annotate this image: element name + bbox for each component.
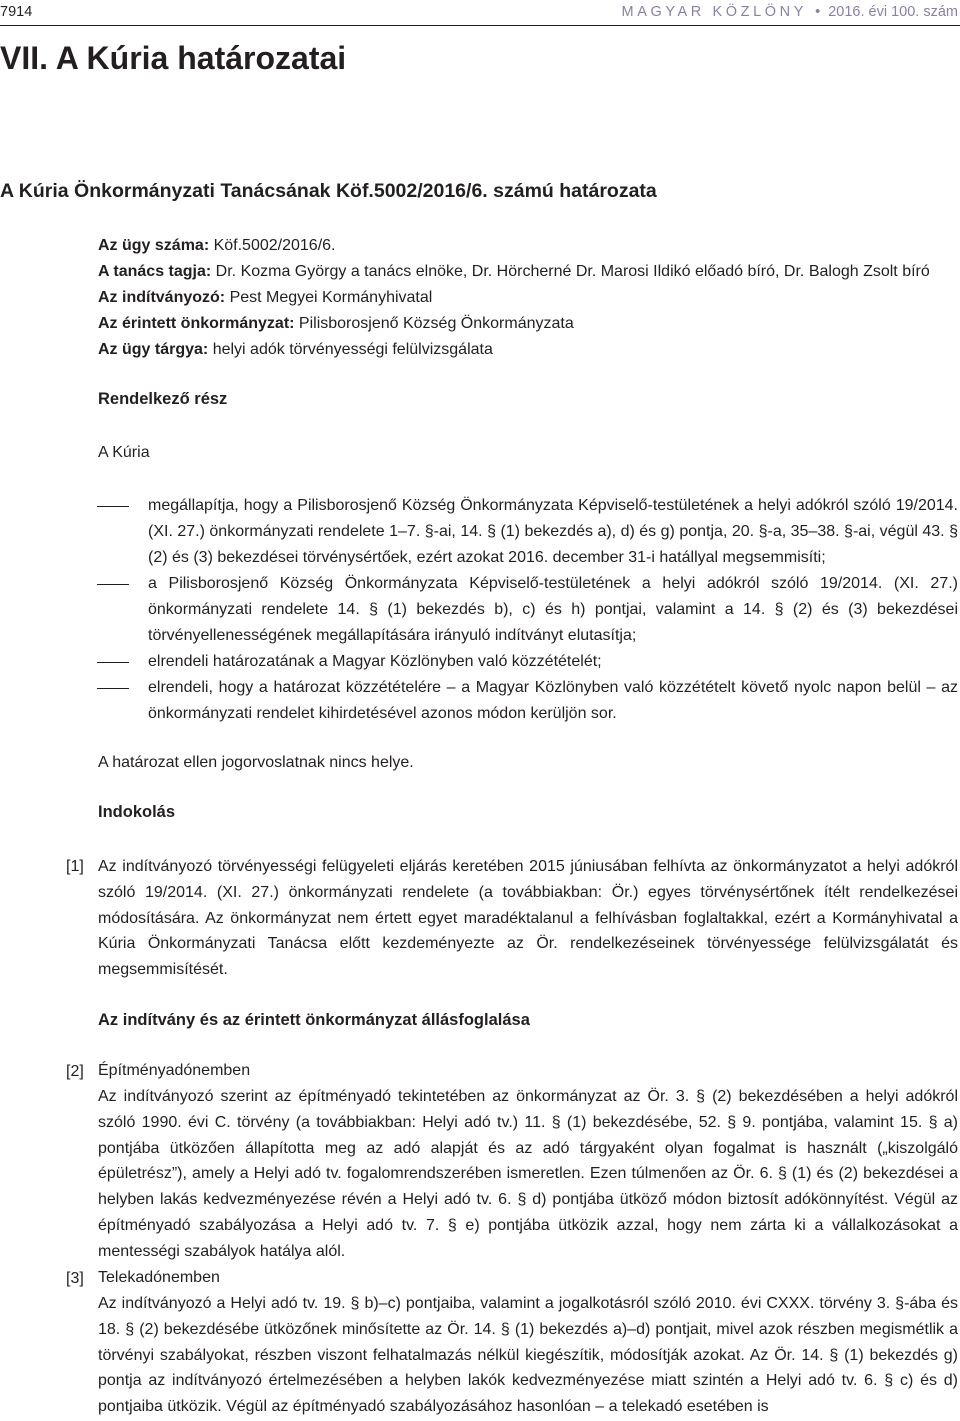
page-number: 7914	[0, 4, 33, 20]
list-dash	[70, 584, 110, 585]
publication-info: MAGYAR KÖZLÖNY • 2016. évi 100. szám	[621, 4, 958, 20]
operative-item-2: a Pilisborosjenő Község Önkormányzata Képviselő-testületének a helyi adókról szóló 19/2014. (XI. 27.) önkormányzati rendelete 14. § (1) bekezdés b), c) és h) pontjai, valamint a 14. § (2) és (3) bekezdései törvényellenességének megállapítására irányuló indítványt elutasítja;	[148, 575, 958, 644]
meta-council	[98, 259, 930, 285]
meta-label: A tanács tagja:	[98, 263, 212, 280]
operative-item-3: elrendeli határozatának a Magyar Közlönyben való közzétételét;	[148, 653, 602, 670]
meta-label: Az ügy száma:	[98, 237, 210, 254]
remedy-note: A határozat ellen jogorvoslatnak nincs helye.	[98, 754, 414, 771]
publication-name: MAGYAR KÖZLÖNY	[621, 4, 808, 20]
operative-heading: Rendelkező rész	[98, 390, 228, 408]
paragraph-title: Építményadónemben	[98, 1062, 251, 1079]
meta-value: Pest Megyei Kormányhivatal	[229, 289, 433, 306]
paragraph-number: [2]	[66, 1063, 84, 1080]
operative-intro: A Kúria	[98, 444, 150, 461]
list-dash	[70, 506, 110, 507]
petition-paragraph-3: Az indítványozó a Helyi adó tv. 19. § b)–c) pontjaiba, valamint a jogalkotásról szóló 2010. évi CXXX. törvény 3. §-ába és 18. § (2) bekezdésébe ütközőnek minősítette az Ör. 14. § (1) bekezdés a)–d) pontjait, mivel azok részben megismétlik a törvényi szabályokat, részben viszont felhatalmazás nélkül kiegészítik, módosítják azokat. Az Ör. 14. § (1) bekezdés g) pontja az indítványozó értelmezésében a helyben lakók kedvezményezése miatt szintén a Helyi adó tv. 6. § c) és d) pontjaiba ütközik. Végül az építményadó szabályozásához hasonlóan – a telekadó esetében is	[98, 1295, 958, 1416]
meta-value: Dr. Kozma György a tanács elnöke, Dr. Hörcherné Dr. Marosi Ildikó előadó bíró, Dr. Balogh Zsolt bíró	[215, 263, 930, 280]
meta-value: Köf.5002/2016/6.	[213, 237, 336, 254]
section-title: VII. A Kúria határozatai	[0, 40, 347, 76]
meta-label: Az érintett önkormányzat:	[98, 315, 295, 332]
paragraph-number: [1]	[66, 858, 84, 875]
meta-value: helyi adók törvényességi felülvizsgálata	[212, 341, 493, 358]
petition-paragraph-2: Az indítványozó szerint az építményadó tekintetében az önkormányzat az Ör. 3. § (2) bekezdésében a helyi adókról szóló 1990. évi C. törvény (a továbbiakban: Helyi adó tv.) 11. § (1) bekezdésébe, 52. § 9. pontjába, valamint 15. § a) pontjába ütközően állapította meg az adó alapját és az adó tárgyaként olyan fogalmat is használt („kiszolgáló épületrész”), amely a Helyi adó tv. fogalomrendszerében ismeretlen. Ezen túlmenően az Ör. 6. § (1) és (2) bekezdései a helyben lakás kedvezményezése révén a Helyi adó tv. 6. § d) pontjába ütköző módon biztosít adókönnyítést. Végül az építményadó szabályozása a Helyi adó tv. 7. § e) pontjába ütközik azzal, hogy nem zárta ki a vállalkozásokat a mentességi szabályok hatálya alól.	[98, 1088, 958, 1260]
paragraph-title: Telekadónemben	[98, 1269, 220, 1286]
document-title: A Kúria Önkormányzati Tanácsának Köf.5002/2016/6. számú határozata	[0, 180, 657, 202]
reasoning-paragraph-1: Az indítványozó törvényességi felügyeleti eljárás keretében 2015 júniusában felhívta az önkormányzatot a helyi adókról szóló 19/2014. (XI. 27.) önkormányzati rendelete (a továbbiakban: Ör.) egyes törvénysértőnek ítélt rendelkezései módosítására. Az önkormányzat nem értett egyet maradéktalanul a felhívásban foglaltakkal, ezért a Kormányhivatal a Kúria Önkormányzati Tanácsa előtt kezdeményezte az Ör. rendelkezéseinek törvényessége felülvizsgálatát és megsemmisítését.	[98, 858, 958, 979]
meta-municipality	[98, 311, 574, 337]
meta-subject	[98, 337, 493, 363]
operative-item-4: elrendeli, hogy a határozat közzétételére – a Magyar Közlönyben való közzétételt követő nyolc napon belül – az önkormányzati rendelet kihirdetésével azonos módon kerüljön sor.	[148, 679, 958, 722]
meta-case-number	[98, 233, 335, 259]
meta-label: Az indítványozó:	[98, 289, 226, 306]
list-dash	[70, 662, 110, 663]
petition-heading: Az indítvány és az érintett önkormányzat állásfoglalása	[98, 1011, 530, 1029]
list-dash	[70, 688, 110, 689]
page-header	[0, 4, 960, 24]
meta-petitioner	[98, 285, 432, 311]
header-rule	[0, 25, 960, 26]
paragraph-number: [3]	[66, 1270, 84, 1287]
meta-label: Az ügy tárgya:	[98, 341, 209, 358]
publication-issue: 2016. évi 100. szám	[828, 4, 958, 20]
reasoning-heading: Indokolás	[98, 803, 176, 821]
operative-item-1: megállapítja, hogy a Pilisborosjenő Község Önkormányzata Képviselő-testületének a helyi adókról szóló 19/2014. (XI. 27.) önkormányzati rendelete 1–7. §-ai, 14. § (1) bekezdés a), d) és g) pontja, 20. §-a, 35–38. §-ai, végül 43. § (2) és (3) bekezdései törvénysértőek, ezért azokat 2016. december 31-i hatállyal megsemmisíti;	[148, 497, 958, 566]
meta-value: Pilisborosjenő Község Önkormányzata	[298, 315, 574, 332]
